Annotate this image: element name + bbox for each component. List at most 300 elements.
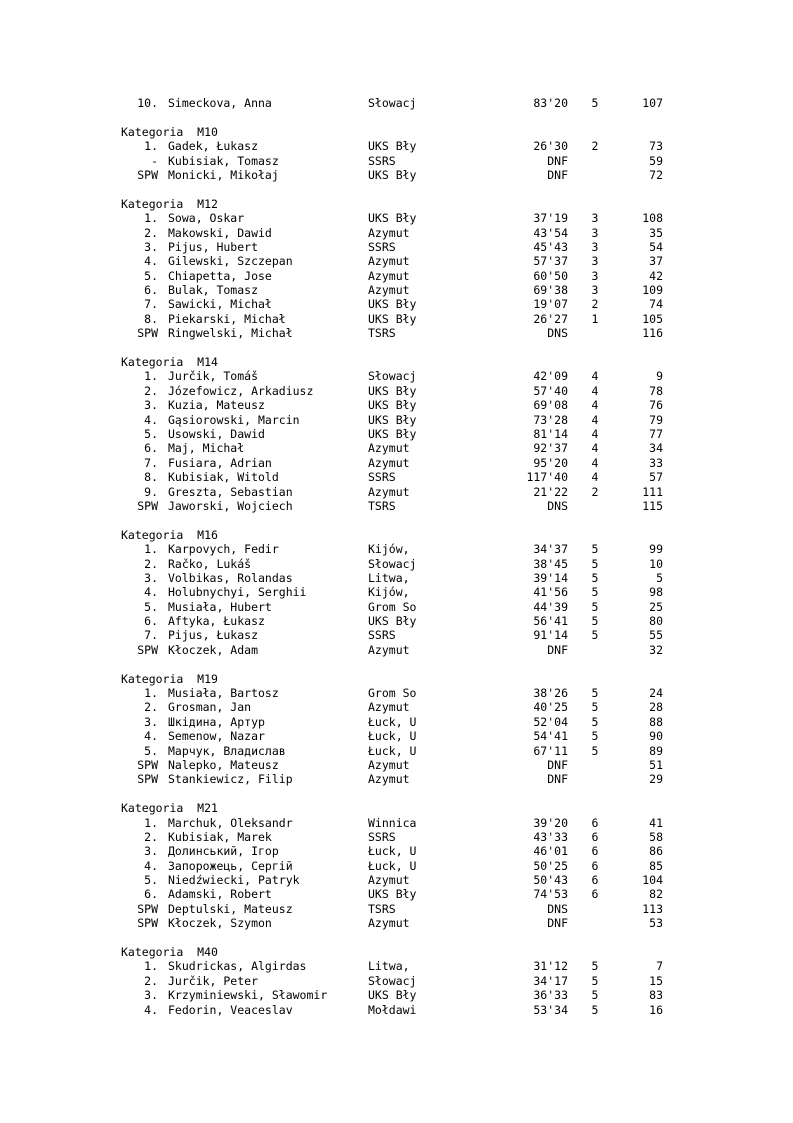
result-cp: 5 — [591, 599, 599, 614]
result-time: 43'54 — [533, 225, 568, 240]
result-club: Kijów, — [368, 585, 410, 600]
result-name: Gadek, Łukasz — [168, 139, 259, 154]
result-club: Słowacj — [368, 369, 417, 384]
result-time: 91'14 — [533, 628, 568, 643]
result-no: 42 — [649, 268, 663, 283]
result-name: Simeckova, Anna — [168, 96, 272, 110]
result-no: 111 — [642, 484, 663, 499]
result-club: UKS Bły — [368, 398, 417, 413]
result-rank: 2. — [144, 556, 158, 571]
result-no: 53 — [649, 916, 663, 931]
result-name: Karpovych, Fedir — [168, 542, 279, 557]
result-row — [0, 816, 793, 830]
result-club: Łuck, U — [368, 844, 417, 859]
result-club: Azymut — [368, 484, 410, 499]
result-name: Kubisiak, Witold — [168, 470, 279, 485]
result-name: Sowa, Oskar — [168, 211, 245, 226]
result-name: Шкідина, Артур — [168, 714, 265, 729]
category-heading — [0, 801, 793, 815]
result-no: 58 — [649, 829, 663, 844]
result-row — [0, 744, 793, 758]
result-name: Sawicki, Michał — [168, 297, 272, 312]
result-rank: 6. — [144, 441, 158, 456]
result-club: Azymut — [368, 772, 410, 787]
result-time: 39'20 — [533, 815, 568, 830]
result-name: Aftyka, Łukasz — [168, 614, 265, 629]
result-row — [0, 959, 793, 973]
result-row — [0, 283, 793, 297]
result-cp: 4 — [591, 398, 599, 413]
result-rank: 5. — [144, 599, 158, 614]
result-club: UKS Bły — [368, 887, 417, 902]
result-cp: 5 — [591, 570, 599, 585]
result-rank: 9. — [144, 484, 158, 499]
result-name: Monicki, Mikołaj — [168, 167, 279, 182]
result-club: TSRS — [368, 326, 396, 341]
category-title: Kategoria M40 — [121, 945, 218, 960]
result-name: Kłoczek, Adam — [168, 642, 259, 657]
result-time: DNS — [547, 498, 568, 513]
result-club: SSRS — [368, 628, 396, 643]
result-cp: 5 — [591, 714, 599, 729]
result-row — [0, 427, 793, 441]
result-row — [0, 456, 793, 470]
result-club: Azymut — [368, 283, 410, 298]
result-no: 37 — [649, 254, 663, 269]
category-heading — [0, 197, 793, 211]
category-heading — [0, 125, 793, 139]
result-no: 82 — [649, 887, 663, 902]
result-no: 107 — [642, 96, 663, 110]
result-cp: 3 — [591, 283, 599, 298]
section-spacer — [0, 787, 793, 801]
section-spacer — [0, 513, 793, 527]
result-time: 21'22 — [533, 484, 568, 499]
result-rank: 8. — [144, 311, 158, 326]
result-rank: 7. — [144, 297, 158, 312]
result-cp: 4 — [591, 455, 599, 470]
result-club: Słowacj — [368, 556, 417, 571]
result-rank: 1. — [144, 139, 158, 154]
result-club: SSRS — [368, 239, 396, 254]
result-name: Fusiara, Adrian — [168, 455, 272, 470]
result-name: Musiała, Bartosz — [168, 686, 279, 701]
result-name: Józefowicz, Arkadiusz — [168, 383, 314, 398]
result-row — [0, 470, 793, 484]
result-rank: 5. — [144, 873, 158, 888]
result-row — [0, 384, 793, 398]
result-cp: 6 — [591, 887, 599, 902]
result-rank: 4. — [144, 1002, 158, 1017]
result-row — [0, 1003, 793, 1017]
result-no: 34 — [649, 441, 663, 456]
result-time: 46'01 — [533, 844, 568, 859]
result-club: UKS Bły — [368, 167, 417, 182]
result-no: 89 — [649, 743, 663, 758]
result-rank: 2. — [144, 383, 158, 398]
result-no: 74 — [649, 297, 663, 312]
result-time: DNF — [547, 757, 568, 772]
result-club: Azymut — [368, 757, 410, 772]
result-name: Deptulski, Mateusz — [168, 901, 293, 916]
result-row — [0, 614, 793, 628]
result-time: 52'04 — [533, 714, 568, 729]
result-no: 33 — [649, 455, 663, 470]
result-row — [0, 326, 793, 340]
result-no: 88 — [649, 714, 663, 729]
result-time: 38'26 — [533, 686, 568, 701]
result-no: 59 — [649, 153, 663, 168]
result-row — [0, 715, 793, 729]
result-rank: SPW — [137, 167, 158, 182]
result-row — [0, 398, 793, 412]
result-no: 5 — [656, 570, 663, 585]
result-name: Krzyminiewski, Sławomir — [168, 988, 328, 1003]
result-row — [0, 686, 793, 700]
result-row — [0, 600, 793, 614]
result-row — [0, 240, 793, 254]
result-row — [0, 628, 793, 642]
category-title: Kategoria M21 — [121, 801, 218, 816]
result-rank: 3. — [144, 988, 158, 1003]
result-time: 92'37 — [533, 441, 568, 456]
result-rank: SPW — [137, 642, 158, 657]
result-time: 19'07 — [533, 297, 568, 312]
result-no: 7 — [656, 959, 663, 974]
result-time: 50'25 — [533, 858, 568, 873]
result-rank: 4. — [144, 254, 158, 269]
category-title: Kategoria M16 — [121, 527, 218, 542]
result-club: Azymut — [368, 642, 410, 657]
result-no: 105 — [642, 311, 663, 326]
result-club: Azymut — [368, 268, 410, 283]
result-time: 53'34 — [533, 1002, 568, 1017]
result-name: Jurčik, Tomáš — [168, 369, 259, 384]
result-name: Adamski, Robert — [168, 887, 272, 902]
result-cp: 3 — [591, 268, 599, 283]
result-time: 83'20 — [533, 96, 568, 110]
result-no: 86 — [649, 844, 663, 859]
result-rank: 7. — [144, 628, 158, 643]
result-club: UKS Bły — [368, 211, 417, 226]
result-name: Holubnychyi, Serghii — [168, 585, 307, 600]
result-cp: 5 — [591, 542, 599, 557]
result-rank: 2. — [144, 700, 158, 715]
result-rank: 5. — [144, 426, 158, 441]
result-name: Skudrickas, Algirdas — [168, 959, 307, 974]
result-cp: 4 — [591, 470, 599, 485]
result-club: Łuck, U — [368, 743, 417, 758]
result-row — [0, 413, 793, 427]
section-spacer — [0, 657, 793, 671]
result-club: UKS Bły — [368, 988, 417, 1003]
result-no: 57 — [649, 470, 663, 485]
result-rank: 1. — [144, 686, 158, 701]
section-spacer — [0, 182, 793, 196]
result-club: Kijów, — [368, 542, 410, 557]
result-time: DNF — [547, 642, 568, 657]
result-no: 41 — [649, 815, 663, 830]
result-no: 83 — [649, 988, 663, 1003]
result-rank: SPW — [137, 772, 158, 787]
result-club: Litwa, — [368, 570, 410, 585]
result-name: Semenow, Nazar — [168, 729, 265, 744]
result-cp: 5 — [591, 686, 599, 701]
result-name: Niedźwiecki, Patryk — [168, 873, 300, 888]
result-cp: 3 — [591, 211, 599, 226]
result-time: 26'27 — [533, 311, 568, 326]
result-no: 77 — [649, 426, 663, 441]
result-cp: 3 — [591, 225, 599, 240]
result-cp: 3 — [591, 254, 599, 269]
result-club: Łuck, U — [368, 714, 417, 729]
result-cp: 5 — [591, 973, 599, 988]
result-name: Musiała, Hubert — [168, 599, 272, 614]
result-no: 24 — [649, 686, 663, 701]
result-cp: 5 — [591, 729, 599, 744]
result-rank: 3. — [144, 714, 158, 729]
result-cp: 2 — [591, 297, 599, 312]
result-no: 108 — [642, 211, 663, 226]
category-title: Kategoria M19 — [121, 671, 218, 686]
result-row — [0, 916, 793, 930]
section-spacer — [0, 341, 793, 355]
result-cp: 2 — [591, 139, 599, 154]
result-club: Słowacj — [368, 973, 417, 988]
category-heading — [0, 355, 793, 369]
result-time: 42'09 — [533, 369, 568, 384]
result-name: Gąsiorowski, Marcin — [168, 412, 300, 427]
result-rank: 1. — [144, 542, 158, 557]
result-cp: 5 — [591, 959, 599, 974]
result-name: Stankiewicz, Filip — [168, 772, 293, 787]
category-title: Kategoria M10 — [121, 124, 218, 139]
result-name: Fedorin, Veaceslav — [168, 1002, 293, 1017]
result-time: 26'30 — [533, 139, 568, 154]
result-name: Марчук, Владислав — [168, 743, 286, 758]
result-rank: 4. — [144, 858, 158, 873]
result-rank: 5. — [144, 268, 158, 283]
result-row — [0, 485, 793, 499]
category-heading — [0, 672, 793, 686]
result-name: Račko, Lukáš — [168, 556, 252, 571]
result-time: 39'14 — [533, 570, 568, 585]
result-time: 34'17 — [533, 973, 568, 988]
result-name: Volbikas, Rolandas — [168, 570, 293, 585]
result-no: 109 — [642, 283, 663, 298]
result-cp: 4 — [591, 383, 599, 398]
result-club: Azymut — [368, 455, 410, 470]
result-name: Долинський, Ігор — [168, 844, 279, 859]
result-row — [0, 729, 793, 743]
result-cp: 1 — [591, 311, 599, 326]
category-title: Kategoria M12 — [121, 196, 218, 211]
result-cp: 5 — [591, 700, 599, 715]
result-row — [0, 139, 793, 153]
result-time: 69'38 — [533, 283, 568, 298]
result-row — [0, 154, 793, 168]
result-no: 55 — [649, 628, 663, 643]
result-rank: 6. — [144, 283, 158, 298]
result-name: Bulak, Tomasz — [168, 283, 259, 298]
result-club: UKS Bły — [368, 311, 417, 326]
result-time: 37'19 — [533, 211, 568, 226]
result-club: SSRS — [368, 153, 396, 168]
result-name: Kubisiak, Marek — [168, 829, 272, 844]
result-cp: 5 — [591, 614, 599, 629]
result-rank: 6. — [144, 887, 158, 902]
result-club: UKS Bły — [368, 614, 417, 629]
result-club: TSRS — [368, 901, 396, 916]
result-row — [0, 297, 793, 311]
result-no: 28 — [649, 700, 663, 715]
result-time: DNF — [547, 153, 568, 168]
result-time: DNF — [547, 167, 568, 182]
result-time: DNF — [547, 772, 568, 787]
result-time: 38'45 — [533, 556, 568, 571]
result-time: DNF — [547, 916, 568, 931]
result-club: UKS Bły — [368, 383, 417, 398]
result-row — [0, 312, 793, 326]
result-time: 74'53 — [533, 887, 568, 902]
result-time: 67'11 — [533, 743, 568, 758]
result-rank: 5. — [144, 743, 158, 758]
result-rank: - — [151, 153, 158, 168]
result-time: 50'43 — [533, 873, 568, 888]
result-no: 116 — [642, 326, 663, 341]
result-club: Słowacj — [368, 96, 417, 110]
result-no: 35 — [649, 225, 663, 240]
result-club: Azymut — [368, 873, 410, 888]
result-cp: 4 — [591, 412, 599, 427]
result-club: Mołdawi — [368, 1002, 417, 1017]
result-cp: 6 — [591, 858, 599, 873]
section-spacer — [0, 110, 793, 124]
result-time: 56'41 — [533, 614, 568, 629]
result-no: 78 — [649, 383, 663, 398]
result-time: 45'43 — [533, 239, 568, 254]
result-name: Gilewski, Szczepan — [168, 254, 293, 269]
result-club: Grom So — [368, 599, 417, 614]
result-time: 40'25 — [533, 700, 568, 715]
result-no: 79 — [649, 412, 663, 427]
result-name: Greszta, Sebastian — [168, 484, 293, 499]
result-time: 57'40 — [533, 383, 568, 398]
result-cp: 5 — [591, 743, 599, 758]
result-club: Litwa, — [368, 959, 410, 974]
result-no: 76 — [649, 398, 663, 413]
result-row — [0, 887, 793, 901]
result-row — [0, 226, 793, 240]
result-row — [0, 441, 793, 455]
result-row — [0, 96, 793, 110]
result-time: 73'28 — [533, 412, 568, 427]
result-rank: 2. — [144, 829, 158, 844]
result-rank: 4. — [144, 729, 158, 744]
result-club: Łuck, U — [368, 729, 417, 744]
result-name: Jurčik, Peter — [168, 973, 259, 988]
result-rank: 4. — [144, 585, 158, 600]
result-no: 104 — [642, 873, 663, 888]
result-club: Azymut — [368, 254, 410, 269]
result-cp: 5 — [591, 556, 599, 571]
result-time: 44'39 — [533, 599, 568, 614]
result-cp: 4 — [591, 441, 599, 456]
result-time: 57'37 — [533, 254, 568, 269]
result-row — [0, 772, 793, 786]
result-row — [0, 859, 793, 873]
result-rank: 3. — [144, 239, 158, 254]
result-no: 51 — [649, 757, 663, 772]
result-club: SSRS — [368, 470, 396, 485]
result-time: 43'33 — [533, 829, 568, 844]
result-rank: SPW — [137, 498, 158, 513]
result-rank: 1. — [144, 959, 158, 974]
result-no: 32 — [649, 642, 663, 657]
result-row — [0, 988, 793, 1002]
result-cp: 5 — [591, 628, 599, 643]
result-row — [0, 499, 793, 513]
result-cp: 5 — [591, 1002, 599, 1017]
result-time: 54'41 — [533, 729, 568, 744]
result-row — [0, 844, 793, 858]
result-rank: SPW — [137, 757, 158, 772]
result-rank: 1. — [144, 369, 158, 384]
result-rank: 6. — [144, 614, 158, 629]
result-club: Azymut — [368, 700, 410, 715]
result-no: 80 — [649, 614, 663, 629]
result-cp: 5 — [591, 96, 599, 110]
result-name: Chiapetta, Jose — [168, 268, 272, 283]
result-cp: 6 — [591, 873, 599, 888]
category-heading — [0, 528, 793, 542]
result-rank: 10. — [137, 96, 158, 110]
result-name: Makowski, Dawid — [168, 225, 272, 240]
result-club: UKS Bły — [368, 297, 417, 312]
result-rank: 4. — [144, 412, 158, 427]
result-name: Jaworski, Wojciech — [168, 498, 293, 513]
result-time: 31'12 — [533, 959, 568, 974]
result-name: Marchuk, Oleksandr — [168, 815, 293, 830]
result-name: Usowski, Dawid — [168, 426, 265, 441]
result-no: 16 — [649, 1002, 663, 1017]
result-row — [0, 369, 793, 383]
result-row — [0, 168, 793, 182]
result-cp: 6 — [591, 844, 599, 859]
result-club: UKS Bły — [368, 426, 417, 441]
result-row — [0, 254, 793, 268]
result-time: DNS — [547, 901, 568, 916]
result-time: 81'14 — [533, 426, 568, 441]
result-no: 15 — [649, 973, 663, 988]
section-spacer — [0, 931, 793, 945]
result-no: 10 — [649, 556, 663, 571]
result-row — [0, 700, 793, 714]
result-no: 85 — [649, 858, 663, 873]
result-name: Запорожець, Сергій — [168, 858, 293, 873]
result-cp: 6 — [591, 815, 599, 830]
result-rank: 2. — [144, 973, 158, 988]
result-name: Piekarski, Michał — [168, 311, 286, 326]
result-rank: 2. — [144, 225, 158, 240]
result-row — [0, 830, 793, 844]
result-no: 29 — [649, 772, 663, 787]
result-rank: 3. — [144, 570, 158, 585]
result-club: TSRS — [368, 498, 396, 513]
result-row — [0, 571, 793, 585]
result-row — [0, 585, 793, 599]
result-no: 73 — [649, 139, 663, 154]
